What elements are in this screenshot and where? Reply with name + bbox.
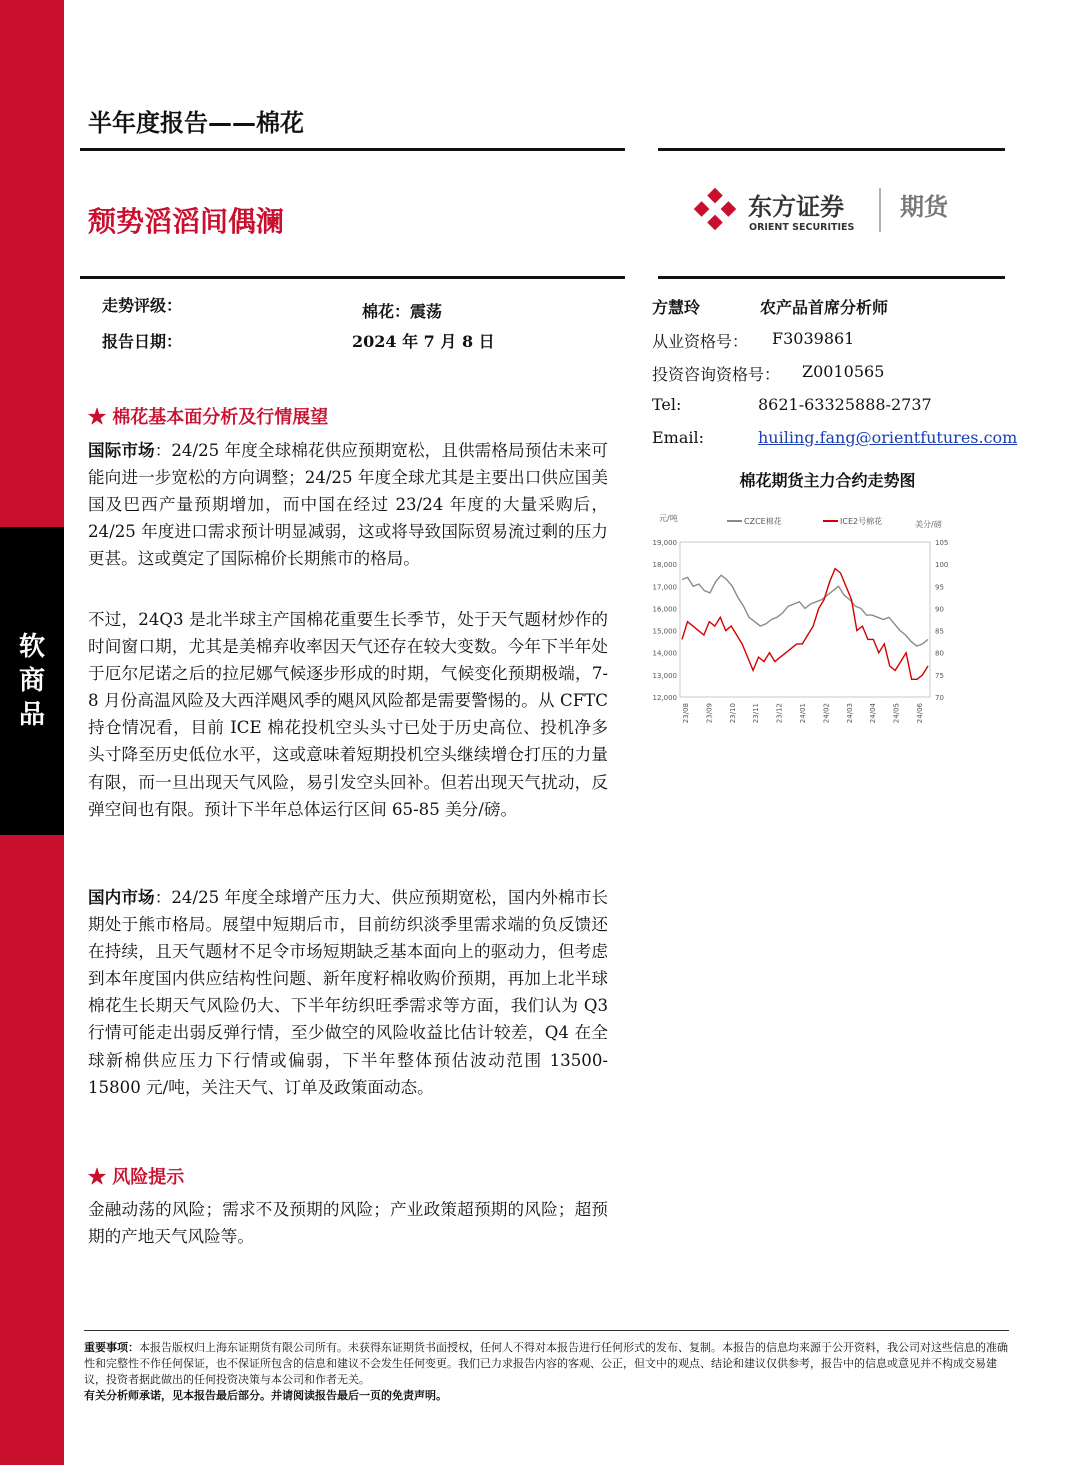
meta-rule-right: [658, 276, 1005, 279]
disclaimer-label: 重要事项：: [84, 1341, 139, 1354]
right-axis-unit: 美分/磅: [915, 520, 942, 529]
x-tick-label: 23/09: [705, 703, 714, 724]
side-category-label: [0, 630, 64, 732]
right-tick-label: 105: [935, 539, 949, 547]
side-label-char-2: 商: [18, 666, 45, 696]
date-label: 报告日期：: [102, 332, 183, 351]
left-tick-label: 18,000: [652, 561, 677, 570]
brand-en: ORIENT SECURITIES: [749, 222, 855, 233]
left-axis-unit: 元/吨: [659, 514, 678, 523]
domestic-text: ：24/25 年度全球增产压力大、供应预期宽松，国内外棉市长期处于熊市格局。展望中短期后市，目前纺织淡季里需求端的负反馈还在持续，且天气题材不足令市场短期缺乏基本面向上的驱动力，但考虑到本年度国内供应结构性问题、新年度籽棉收购价预期，再加上北半球棉花生长期天气风险仍大、下半年纺织旺季需求等方面，我们认为 Q3 行情可能走出弱反弹行情，至少做空的风险收益比估计较差，Q4 在全球新棉供应压力下行情或偏弱，下半年整体预估波动范围 13500-15800 元/吨，关注天气、订单及政策面动态。: [88, 888, 609, 1097]
x-tick-label: 23/11: [752, 703, 761, 724]
intl-text: ：24/25 年度全球棉花供应预期宽松，且供需格局预估未来可能向进一步宽松的方向调整；24/25 年度全球尤其是主要出口供应国美国及巴西产量预期增加，而中国在经过 23/24 年度的大量采购后，24/25 年度进口需求预计明显减弱，这或将导致国际贸易流过剩的压力更甚。这或奠定了国际棉价长期熊市的格局。: [88, 441, 609, 569]
cert-value: F3039861: [772, 329, 855, 348]
right-tick-label: 80: [935, 649, 944, 658]
email-link[interactable]: huiling.fang@orientfutures.com: [758, 428, 1018, 447]
legend-label-ice: ICE2号棉花: [840, 517, 883, 526]
tel-value: 8621-63325888-2737: [758, 395, 932, 414]
x-tick-label: 24/02: [822, 703, 831, 724]
intl-label: 国际市场: [88, 440, 155, 460]
right-tick-label: 75: [935, 671, 944, 680]
disclaimer: [84, 1340, 1009, 1404]
orient-securities-logo-icon: [692, 186, 1012, 236]
left-tick-label: 13,000: [652, 671, 677, 680]
left-tick-label: 15,000: [652, 627, 677, 636]
right-tick-label: 90: [935, 605, 944, 614]
consult-label: 投资咨询资格号：: [652, 365, 781, 384]
risk-section-heading: ★ 风险提示: [88, 1167, 185, 1188]
cert-label: 从业资格号：: [652, 332, 749, 351]
x-tick-label: 24/05: [892, 703, 901, 724]
date-value: 2024 年 7 月 8 日: [352, 332, 495, 351]
report-type: 半年度报告——棉花: [88, 109, 304, 137]
domestic-market-paragraph: [88, 884, 608, 1101]
brand-cn: 东方证券: [748, 193, 844, 221]
x-tick-label: 24/04: [869, 703, 878, 724]
report-title: 颓势滔滔间偶澜: [88, 205, 285, 238]
brand-logo: [692, 186, 1012, 236]
right-tick-label: 100: [935, 561, 949, 570]
rating-value: 棉花：震荡: [362, 302, 443, 321]
disclaimer-closing: 有关分析师承诺，见本报告最后部分。并请阅读报告最后一页的免责声明。: [84, 1389, 447, 1402]
x-tick-label: 24/01: [799, 703, 807, 724]
risk-paragraph: 金融动荡的风险；需求不及预期的风险；产业政策超预期的风险；超预期的产地天气风险等。: [88, 1200, 608, 1247]
tel-label: Tel:: [652, 395, 682, 414]
series-line-czce: [682, 575, 928, 646]
series-line-ice: [682, 569, 928, 680]
chart-title: 棉花期货主力合约走势图: [739, 471, 916, 490]
header-rule-left: [80, 148, 625, 151]
analyst-name: 方慧玲: [652, 298, 701, 317]
x-tick-label: 23/10: [728, 703, 737, 724]
consult-value: Z0010565: [802, 362, 885, 381]
rating-label: 走势评级：: [102, 296, 183, 315]
email-label: Email:: [652, 428, 705, 447]
side-label-char-3: 品: [18, 700, 45, 730]
meta-rule-left: [80, 276, 625, 279]
side-label-char-1: 软: [18, 632, 45, 662]
chart-plot-frame: [680, 542, 930, 697]
right-tick-label: 85: [935, 627, 944, 636]
brand-sub: 期货: [900, 193, 948, 221]
international-market-paragraph-2: 不过，24Q3 是北半球主产国棉花重要生长季节，处于天气题材炒作的时间窗口期，尤其是美棉弃收率因天气还存在较大变数。今年下半年处于厄尔尼诺之后的拉尼娜气候逐步形成的时期，气候变化预期极端，7-8 月份高温风险及大西洋飓风季的飓风风险都是需要警惕的。从 CFTC 持仓情况看，目前 ICE 棉花投机空头头寸已处于历史高位、投机净多头寸降至历史低位水平，这或意味着短期投机空头继续增仓打压的力量有限，而一旦出现天气风险，易引发空头回补。但若出现天气扰动，反弹空间也有限。预计下半年总体运行区间 65-85 美分/磅。: [88, 610, 608, 819]
right-tick-label: 70: [935, 694, 944, 702]
x-tick-label: 24/03: [845, 703, 854, 724]
domestic-label: 国内市场: [88, 887, 155, 907]
x-tick-label: 23/08: [682, 703, 690, 724]
right-tick-label: 95: [935, 583, 944, 592]
x-tick-label: 24/06: [916, 703, 924, 724]
analyst-role: 农产品首席分析师: [760, 298, 889, 317]
footer-rule: [84, 1330, 1009, 1331]
left-tick-label: 17,000: [652, 583, 677, 592]
international-market-paragraph: [88, 437, 608, 572]
legend-label-czce: CZCE棉花: [744, 517, 782, 526]
disclaimer-text: 本报告版权归上海东证期货有限公司所有。未获得东证期货书面授权，任何人不得对本报告进行任何形式的发布、复制。本报告的信息均来源于公开资料，我公司对这些信息的准确性和完整性不作任何保证，也不保证所包含的信息和建议不会发生任何变更。我们已力求报告内容的客观、公正，但文中的观点、结论和建议仅供参考，报告中的信息或意见并不构成交易建议，投资者据此做出的任何投资决策与本公司和作者无关。: [84, 1341, 1008, 1386]
left-tick-label: 16,000: [652, 605, 677, 614]
left-tick-label: 19,000: [652, 539, 677, 547]
left-tick-label: 14,000: [652, 649, 677, 658]
left-tick-label: 12,000: [652, 694, 677, 702]
x-tick-label: 23/12: [775, 703, 784, 724]
analysis-section-heading: ★ 棉花基本面分析及行情展望: [88, 407, 329, 428]
cotton-futures-chart: [645, 507, 975, 737]
header-rule-right: [658, 148, 1005, 151]
